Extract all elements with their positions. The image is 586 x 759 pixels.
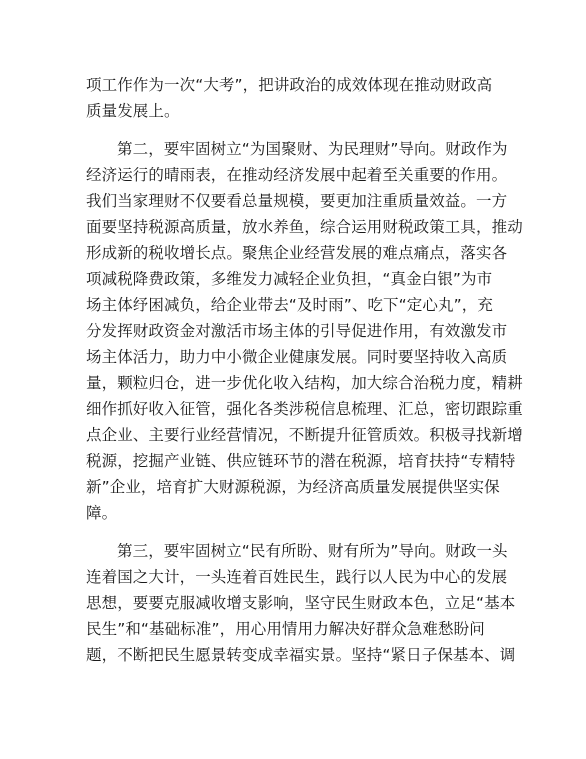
paragraph-2-line-5: 形成新的税收增长点。聚焦企业经营发展的难点痛点，落实各 — [86, 244, 508, 262]
paragraph-2-line-6: 项减税降费政策，多维发力减轻企业负担，“真金白银”为市 — [86, 270, 493, 288]
paragraph-2-line-4: 面要坚持税源高质量，放水养鱼，综合运用财税政策工具，推动 — [86, 218, 523, 236]
paragraph-1-line-2: 质量发展上。 — [86, 102, 180, 120]
paragraph-2-line-3: 我们当家理财不仅要看总量规模，要更加注重质量效益。一方 — [86, 192, 508, 210]
paragraph-3-line-5: 题，不断把民生愿景转变成幸福实景。坚持“紧日子保基本、调 — [86, 646, 516, 664]
paragraph-2-line-2: 经济运行的晴雨表，在推动经济发展中起着至关重要的作用。 — [86, 166, 508, 184]
paragraph-2-line-13: 税源，挖掘产业链、供应链环节的潜在税源，培育扶持“专精特 — [86, 452, 516, 470]
paragraph-2-line-11: 细作抓好收入征管，强化各类涉税信息梳理、汇总，密切跟踪重 — [86, 400, 523, 418]
paragraph-2-line-7: 场主体纾困减负，给企业带去“及时雨”、吃下“定心丸”，充 — [86, 296, 493, 314]
paragraph-2-line-1: 第二，要牢固树立“为国聚财、为民理财”导向。财政作为 — [117, 140, 508, 158]
paragraph-2-line-10: 量，颗粒归仓，进一步优化收入结构，加大综合治税力度，精耕 — [86, 374, 523, 392]
paragraph-1-line-1: 项工作作为一次“大考”，把讲政治的成效体现在推动财政高 — [86, 76, 493, 94]
paragraph-2-line-8: 分发挥财政资金对激活市场主体的引导促进作用，有效激发市 — [86, 322, 508, 340]
paragraph-3-line-3: 思想，要要克服减收增支影响，坚守民生财政本色，立足“基本 — [86, 594, 516, 612]
paragraph-2-line-14: 新”企业，培育扩大财源税源，为经济高质量发展提供坚实保 — [86, 478, 500, 496]
paragraph-3-line-4: 民生”和“基础标准”，用心用情用力解决好群众急难愁盼问 — [86, 620, 485, 638]
paragraph-2-line-9: 场主体活力，助力中小微企业健康发展。同时要坚持收入高质 — [86, 348, 508, 366]
paragraph-3-line-2: 连着国之大计，一头连着百姓民生，践行以人民为中心的发展 — [86, 568, 508, 586]
paragraph-2-line-15: 障。 — [86, 504, 118, 522]
paragraph-2-line-12: 点企业、主要行业经营情况，不断提升征管质效。积极寻找新增 — [86, 426, 523, 444]
paragraph-3-line-1: 第三，要牢固树立“民有所盼、财有所为”导向。财政一头 — [117, 542, 508, 560]
